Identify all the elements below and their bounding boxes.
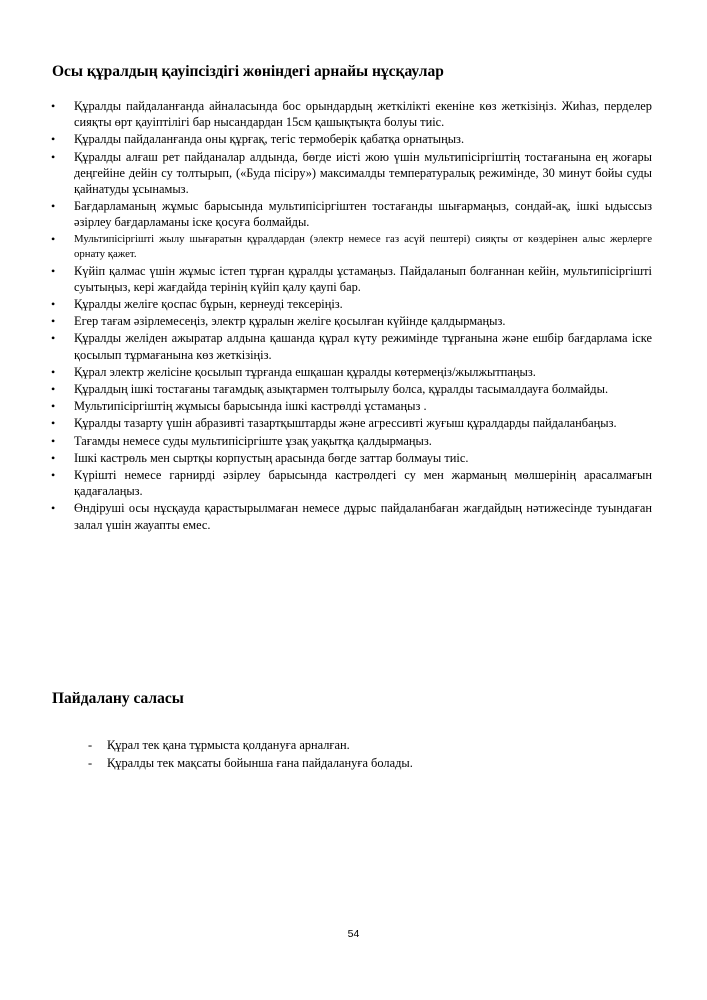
list-item: • Күйіп қалмас үшін жұмыс істеп тұрған құралды ұстамаңыз. Пайдаланып болғаннан кейін, мультипісіргішті суытыңыз, кері жағдайда терінің күйіп қалу қаупі бар.: [51, 263, 652, 294]
bullet-icon: •: [51, 382, 56, 397]
bullet-icon: •: [51, 199, 56, 214]
page-number: 54: [347, 928, 360, 940]
dash-marker: -: [88, 755, 93, 770]
list-item: • Мультипісіргішті жылу шығаратын құралдардан (электр немесе газ асүй пештері) сияқты от көздерінен алыс жерлерге орнату қажет.: [51, 231, 652, 260]
list-item: • Құрал электр желісіне қосылып тұрғанда ешқашан құралды көтермеңіз/жылжытпаңыз.: [51, 364, 536, 379]
usage-list: [88, 737, 608, 772]
bullet-icon: •: [51, 149, 56, 164]
bullet-icon: •: [51, 399, 56, 414]
bullet-icon: •: [51, 99, 56, 113]
list-item: • Құралды пайдаланғанда айналасында бос орындардың жеткілікті екеніне көз жеткізіңіз. Жиһаз, перделер сияқты өрт қауіптілігі бар нысандардан 15см қашықтықта болуы тиіс.: [51, 99, 652, 130]
bullet-icon: •: [51, 331, 56, 346]
bullet-icon: •: [51, 364, 56, 379]
bullet-icon: •: [51, 297, 56, 312]
dash-marker: -: [88, 738, 93, 752]
list-item: • Құралды желіге қоспас бұрын, кернеуді тексеріңіз.: [51, 297, 343, 312]
list-item: • Егер тағам әзірлемесеңіз, электр құралын желіге қосылған күйінде қалдырмаңыз.: [51, 314, 506, 329]
section-title-safety: Осы құралдың қауіпсіздігі жөніндегі арнайы нұсқаулар: [52, 63, 444, 80]
list-item: • Құралды пайдаланғанда оны құрғақ, тегіс термоберік қабатқа орнатыңыз.: [51, 132, 465, 147]
safety-instructions-list: [50, 98, 652, 534]
section-title-usage: Пайдалану саласы: [52, 690, 184, 707]
list-item: • Мультипісіргіштің жұмысы барысында ішкі кастрөлді ұстамаңыз .: [51, 399, 427, 414]
list-item: • Бағдарламаның жұмыс барысында мультипісіргіштен тостағанды шығармаңыз, сондай-ақ, ішкі ыдыссыз әзірлеу бағдарламаны іске қосуға болмайды.: [51, 199, 652, 230]
list-item: • Күрішті немесе гарнирді әзірлеу барысында кастрөлдегі су мен жарманың мөлшерінің арасалмағын қадағалаңыз.: [51, 468, 652, 499]
list-item: • Құралдың ішкі тостағаны тағамдық азықтармен толтырылу болса, құралды тасымалдауға болмайды.: [51, 382, 609, 397]
list-item: • Өндіруші осы нұсқауда қарастырылмаған немесе дұрыс пайдаланбаған жағдайдың нәтижесінде туындаған залал үшін жауапты емес.: [51, 501, 652, 532]
bullet-icon: •: [51, 314, 56, 329]
bullet-icon: •: [51, 132, 56, 147]
list-item: • Құралды желіден ажыратар алдына қашанда құрал күту режимінде тұрғанына және ешбір бағдарлама іске қосылып тұрмағанына көз жеткізіңіз.: [51, 331, 652, 362]
bullet-icon: •: [51, 450, 56, 465]
list-item: - Құрал тек қана тұрмыста қолдануға арналған.: [88, 737, 608, 755]
bullet-icon: •: [51, 433, 56, 448]
bullet-icon: •: [51, 416, 56, 431]
list-item: • Құралды алғаш рет пайданалар алдында, бөгде иісті жою үшін мультипісіргіштің тостағанына ең жоғары деңгейіне дейін су толтырып, («Буда пісіру») максималды температуралық режимінде, 30 минут бойы суды қайнатуды ұсынамыз.: [51, 149, 652, 197]
bullet-icon: •: [51, 501, 56, 516]
bullet-icon: •: [51, 231, 56, 246]
bullet-icon: •: [51, 468, 56, 483]
list-item: - Құралды тек мақсаты бойынша ғана пайдалануға болады.: [88, 755, 608, 773]
list-item: • Құралды тазарту үшін абразивті тазартқыштарды және агрессивті жуғыш құралдарды пайдаланбаңыз.: [51, 416, 617, 431]
list-item: • Ішкі кастрөль мен сыртқы корпустың арасында бөгде заттар болмауы тиіс.: [51, 450, 469, 465]
bullet-icon: •: [51, 263, 56, 278]
list-item: • Тағамды немесе суды мультипісіргіште ұзақ уақытқа қалдырмаңыз.: [51, 433, 432, 448]
